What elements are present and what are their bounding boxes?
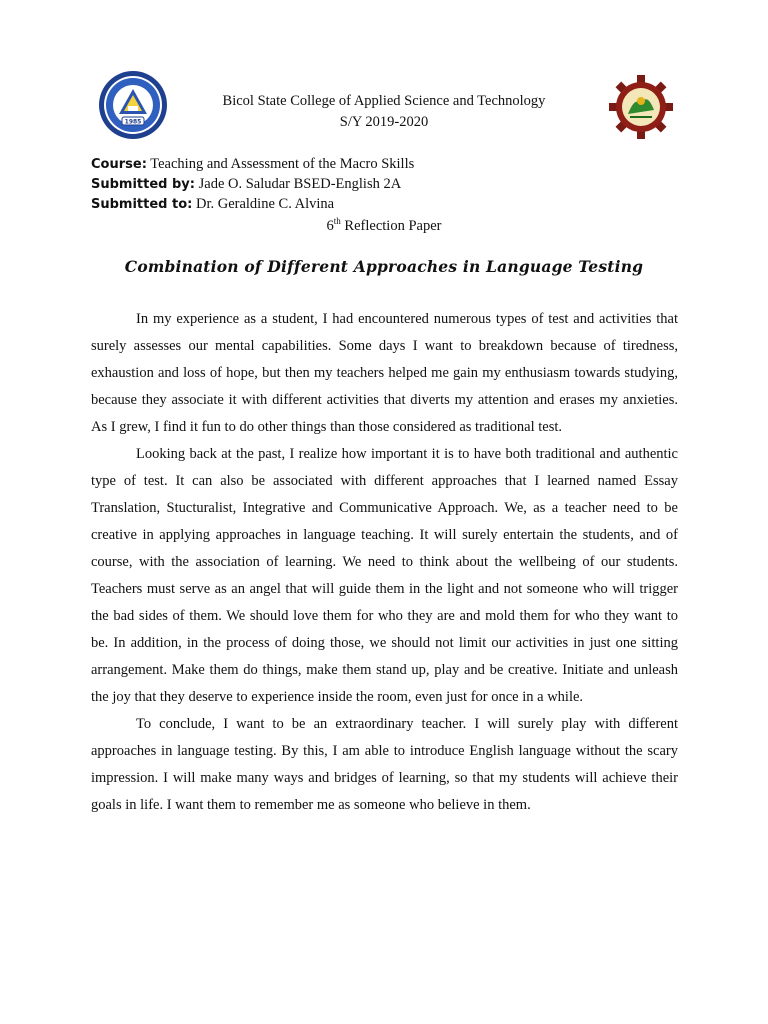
submitted-by-line bbox=[91, 176, 401, 193]
submitted-to-label: Submitted to: bbox=[91, 197, 193, 212]
submitted-to-value: Dr. Geraldine C. Alvina bbox=[195, 196, 335, 212]
document-body bbox=[91, 306, 678, 819]
course-label: Course: bbox=[91, 157, 147, 172]
seal-year: 1985 bbox=[124, 118, 142, 126]
paragraph: To conclude, I want to be an extraordinary teacher. I will surely play with different approaches in language testing. By this, I am able to introduce English language without the scary impression. I will make many ways and bridges of learning, so that my students will achieve their goals in life. I want them to remember me as someone who believe in them. bbox=[91, 716, 678, 813]
paper-number-line bbox=[0, 216, 768, 235]
paper-type: Reflection Paper bbox=[344, 217, 442, 234]
institution-name: Bicol State College of Applied Science and Technology bbox=[222, 93, 546, 109]
course-line bbox=[91, 156, 414, 173]
document-title: Combination of Different Approaches in Language Testing bbox=[124, 257, 644, 276]
paper-number: 6 bbox=[326, 217, 334, 234]
school-year: S/Y 2019-2020 bbox=[339, 114, 429, 130]
course-value: Teaching and Assessment of the Macro Skills bbox=[150, 156, 415, 172]
submitted-to-line bbox=[91, 196, 334, 213]
paper-number-suffix: th bbox=[333, 216, 341, 226]
paragraph: In my experience as a student, I had encountered numerous types of test and activities that surely assesses our mental capabilities. Some days I want to breakdown because of tiredness, exhaustion and loss of hope, but then my teachers helped me gain my enthusiasm towards studying, because they associate it with different activities that diverts my attention and erases my anxieties. As I grew, I find it fun to do other things than those considered as traditional test. bbox=[91, 311, 678, 435]
paragraph: Looking back at the past, I realize how important it is to have both traditional and authentic type of test. It can also be associated with different approaches that I learned named Essay Translation, Stucturalist, Integrative and Communicative Approach. We, as a teacher need to be creative in applying approaches in language teaching. It will surely entertain the students, and of course, with the association of learning. We need to think about the wellbeing of our students. Teachers must serve as an angel that will guide them in the light and not someone who will trigger the bad sides of them. We should love them for who they are and mold them for who they want to be. In addition, in the process of doing those, we should not limit our activities in just one sitting arrangement. Make them do things, make them stand up, play and be creative. Initiate and unleash the joy that they deserve to experience inside the room, even just for once in a while. bbox=[91, 446, 678, 705]
submitted-by-label: Submitted by: bbox=[91, 177, 195, 192]
submitted-by-value: Jade O. Saludar BSED-English 2A bbox=[198, 176, 402, 192]
